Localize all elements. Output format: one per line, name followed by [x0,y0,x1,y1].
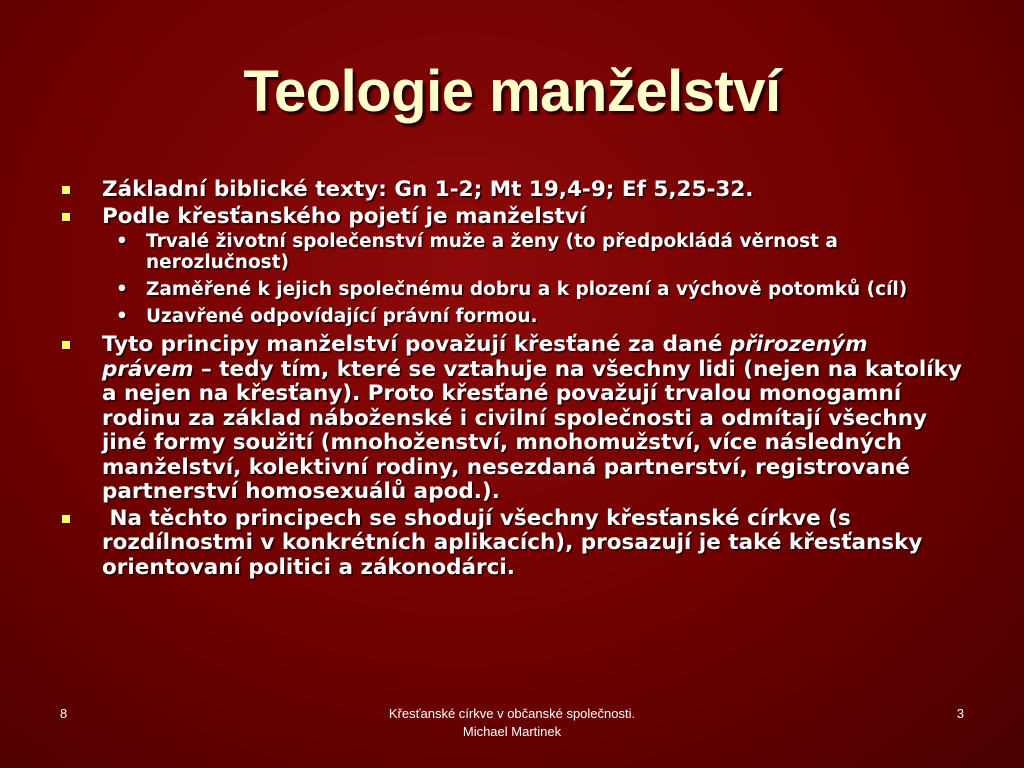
footer-text [312,705,712,741]
footer-line: Michael Martinek [462,724,562,739]
sub-bullet-item [62,231,962,273]
square-bullet-icon [62,186,70,194]
slide-title: Teologie manželství [243,59,781,124]
bullet-text: Podle křesťanského pojetí je manželství [102,203,587,229]
sub-bullet-text: Uzavřené odpovídající právní formou. [146,306,538,327]
bullet-text-part: Tyto principy manželství považují křesťané za dané [102,332,730,357]
bullet-text-part: – tedy tím, které se vztahuje na všechny lidi (nejen na katolíky a nejen na křesťany). Proto křesťané považují trvalou monogamní rodinu za základ náboženské i civilní společnosti a odmítají všechny jiné formy soužití (mnohoženství, mnohomužství, více následných manželství, kolektivní rodiny, nesezdaná partnerství, registrované partnerství homosexuálů apod.). [102,356,962,504]
square-bullet-icon [62,515,70,523]
sub-bullet-text: Trvalé životní společenství muže a ženy (to předpokládá věrnost a nerozlučnost) [146,231,838,273]
bullet-item [62,205,962,230]
sub-bullet-text: Zaměřené k jejich společnému dobru a k plození a výchově potomků (cíl) [146,279,908,300]
square-bullet-icon [62,213,70,221]
bullet-text: Na těchto principech se shodují všechny křesťanské církve (s rozdílnostmi v konkrétních aplikacích), prosazují je také křesťansky orientovaní politici a zákonodárci. [102,505,930,580]
bullet-emphasis: přirozeným právem [102,332,868,382]
sub-bullet-item [62,306,962,327]
bullet-item [62,507,962,581]
round-bullet-icon: • [116,231,128,252]
sub-bullet-item [62,279,962,300]
bullet-text: Základní biblické texty: Gn 1-2; Mt 19,4-9; Ef 5,25-32. [102,177,754,202]
round-bullet-icon: • [116,306,128,327]
square-bullet-icon [62,341,70,349]
footer-line: Křesťanské církve v občanské společnosti. [388,706,636,721]
slide-number: 3 [956,706,964,721]
footer-date-field: 8 [60,706,68,721]
sub-bullet-list [62,231,962,327]
round-bullet-icon: • [116,279,128,300]
slide-content [62,178,962,580]
bullet-item [62,178,962,203]
bullet-item [62,333,962,505]
